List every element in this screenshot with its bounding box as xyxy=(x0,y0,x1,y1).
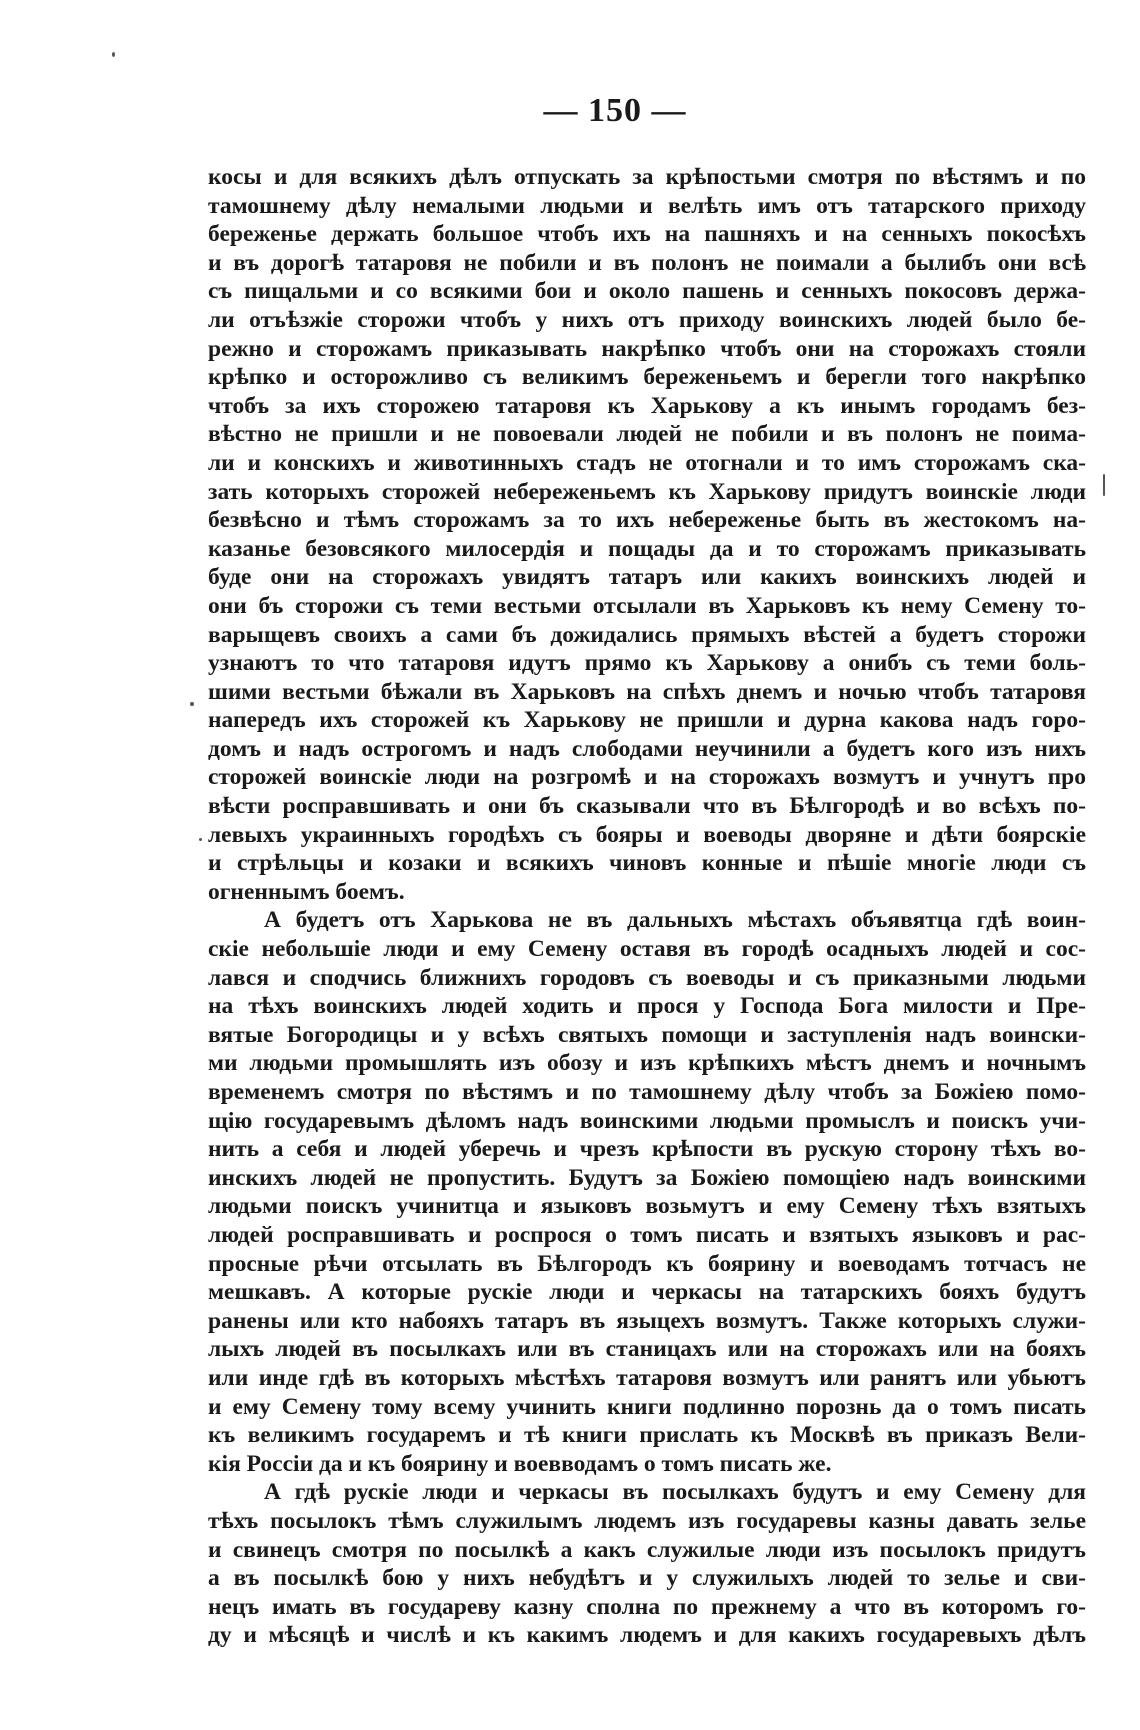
text-line: людьми поискъ учинитца и языковъ возьмутъ и ему Семену тѣхъ взятыхъ xyxy=(208,1193,1086,1220)
text-line: къ великимъ государемъ и тѣ книги прислать къ Москвѣ въ приказъ Вели- xyxy=(208,1422,1086,1449)
text-line: безвѣсно и тѣмъ сторожамъ за то ихъ небереженье быть въ жестокомъ на- xyxy=(208,507,1086,534)
scan-speck xyxy=(199,838,202,841)
text-line: кія Россіи да и къ боярину и воевводамъ о томъ писать же. xyxy=(208,1450,832,1477)
text-line: и свинецъ смотря по посылкѣ а какъ служилые люди изъ посылокъ придутъ xyxy=(208,1536,1086,1563)
text-line: а въ посылкѣ бою у нихъ небудѣтъ и у служилыхъ людей то зелье и сви- xyxy=(208,1565,1086,1592)
text-line: казанье безовсякого милосердія и пощады да и то сторожамъ приказывать xyxy=(208,535,1086,562)
scan-speck xyxy=(112,52,115,57)
scan-speck xyxy=(190,702,194,706)
text-line: буде они на сторожахъ увидятъ татаръ или какихъ воинскихъ людей и xyxy=(208,564,1086,591)
text-line: режно и сторожамъ приказывать накрѣпко чтобъ они на сторожахъ стояли xyxy=(208,335,1086,362)
text-line: просные рѣчи отсылать въ Бѣлгородъ къ боярину и воеводамъ тотчасъ не xyxy=(208,1250,1086,1277)
text-line: косы и для всякихъ дѣлъ отпускать за крѣпостьми смотря по вѣстямъ и по xyxy=(208,164,1086,190)
text-line: сторожей воинскіе люди на розгромѣ и на сторожахъ возмутъ и учнутъ про xyxy=(208,764,1086,791)
text-line: ми людьми промышлять изъ обозу и изъ крѣпкихъ мѣстъ днемъ и ночнымъ xyxy=(208,1050,1086,1077)
text-line: ранены или кто набояхъ татаръ въ языцехъ возмутъ. Также которыхъ служи- xyxy=(208,1307,1086,1334)
text-line: или инде гдѣ въ которыхъ мѣстѣхъ татаровя возмутъ или ранятъ или убьютъ xyxy=(208,1364,1086,1391)
text-line: зать которыхъ сторожей небереженьемъ къ Харькову придутъ воинскіе люди xyxy=(208,478,1086,505)
body-text xyxy=(208,163,1086,1650)
text-line: А будетъ отъ Харькова не въ дальныхъ мѣстахъ объявятца гдѣ воин- xyxy=(264,907,1086,934)
text-line: тамошнему дѣлу немалыми людьми и велѣть имъ отъ татарского приходу xyxy=(208,192,1086,219)
page-number: — 150 — xyxy=(543,92,687,129)
text-line: нить а себя и людей уберечь и чрезъ крѣпости въ рускую сторону тѣхъ во- xyxy=(208,1136,1086,1163)
text-line: ду и мѣсяцѣ и числѣ и къ какимъ людемъ и для какихъ государевыхъ дѣлъ xyxy=(208,1622,1086,1649)
text-line: они бъ сторожи съ теми вестьми отсылали въ Харьковъ къ нему Семену то- xyxy=(208,592,1086,619)
text-line: мешкавъ. А которые рускіе люди и черкасы на татарскихъ бояхъ будутъ xyxy=(208,1279,1086,1306)
text-line: ли отъѣзжіе сторожи чтобъ у нихъ отъ приходу воинскихъ людей было бе- xyxy=(208,306,1086,333)
text-line: и въ дорогѣ татаровя не побили и въ полонъ не поимали а былибъ они всѣ xyxy=(208,249,1086,276)
text-line: напередъ ихъ сторожей къ Харькову не пришли и дурна какова надъ горо- xyxy=(208,707,1086,734)
text-line: и ему Семену тому всему учинить книги подлинно порознь да о томъ писать xyxy=(208,1393,1086,1420)
text-line: людей росправшивать и роспрося о томъ писать и взятыхъ языковъ и рас- xyxy=(208,1221,1086,1248)
text-line: вѣсти росправшивать и они бъ сказывали что въ Бѣлгородѣ и во всѣхъ по- xyxy=(208,793,1086,820)
text-line: варыщевъ своихъ а сами бъ дожидались прямыхъ вѣстей а будетъ сторожи xyxy=(208,621,1086,648)
text-line: вятые Богородицы и у всѣхъ святыхъ помощи и заступленія надъ воински- xyxy=(208,1021,1086,1048)
text-line: шими вестьми бѣжали въ Харьковъ на спѣхъ днемъ и ночью чтобъ татаровя xyxy=(208,678,1086,705)
text-line: вѣстно не пришли и не повоевали людей не побили и въ полонъ не поима- xyxy=(208,421,1086,448)
text-line: тѣхъ посылокъ тѣмъ служилымъ людемъ изъ государевы казны давать зелье xyxy=(208,1507,1086,1534)
text-line: на тѣхъ воинскихъ людей ходить и прося у Господа Бога милости и Пре- xyxy=(208,993,1086,1020)
text-line: огненнымъ боемъ. xyxy=(208,878,405,905)
text-line: левыхъ украинныхъ городѣхъ съ бояры и воеводы дворяне и дѣти боярскіе xyxy=(208,821,1086,848)
text-line: узнаютъ то что татаровя идутъ прямо къ Харькову а онибъ съ теми боль- xyxy=(208,650,1086,677)
text-line: ли и конскихъ и животинныхъ стадъ не отогнали и то имъ сторожамъ ска- xyxy=(208,449,1086,476)
text-line: инскихъ людей не пропустить. Будутъ за Божіею помощіею надъ воинскими xyxy=(208,1164,1086,1191)
text-line: и стрѣльцы и козаки и всякихъ чиновъ конные и пѣшіе многіе люди съ xyxy=(208,850,1086,877)
text-line: скіе небольшіе люди и ему Семену оставя въ городѣ осадныхъ людей и сос- xyxy=(208,936,1086,963)
text-line: домъ и надъ острогомъ и надъ слободами неучинили а будетъ кого изъ нихъ xyxy=(208,735,1086,762)
text-line: съ пищальми и со всякими бои и около пашень и сенныхъ покосовъ держа- xyxy=(208,278,1086,305)
text-line: А гдѣ рускіе люди и черкасы въ посылкахъ будутъ и ему Семену для xyxy=(264,1479,1086,1506)
text-line: лыхъ людей въ посылкахъ или въ станицахъ или на сторожахъ или на бояхъ xyxy=(208,1336,1086,1363)
text-line: чтобъ за ихъ сторожею татаровя къ Харькову а къ инымъ городамъ без- xyxy=(208,392,1086,419)
text-line: щію государевымъ дѣломъ надъ воинскими людьми промыслъ и поискъ учи- xyxy=(208,1107,1086,1134)
scan-speck xyxy=(1103,474,1105,496)
text-line: крѣпко и осторожливо съ великимъ береженьемъ и берегли того накрѣпко xyxy=(208,364,1086,391)
text-line: временемъ смотря по вѣстямъ и по тамошнему дѣлу чтобъ за Божіею помо- xyxy=(208,1079,1086,1105)
text-line: лався и сподчись ближнихъ городовъ съ воеводы и съ приказными людьми xyxy=(208,964,1086,991)
text-line: береженье держать большое чтобъ ихъ на пашняхъ и на сенныхъ покосѣхъ xyxy=(208,221,1086,248)
text-line: нецъ имать въ государеву казну сполна по прежнему а что въ которомъ го- xyxy=(208,1593,1086,1620)
